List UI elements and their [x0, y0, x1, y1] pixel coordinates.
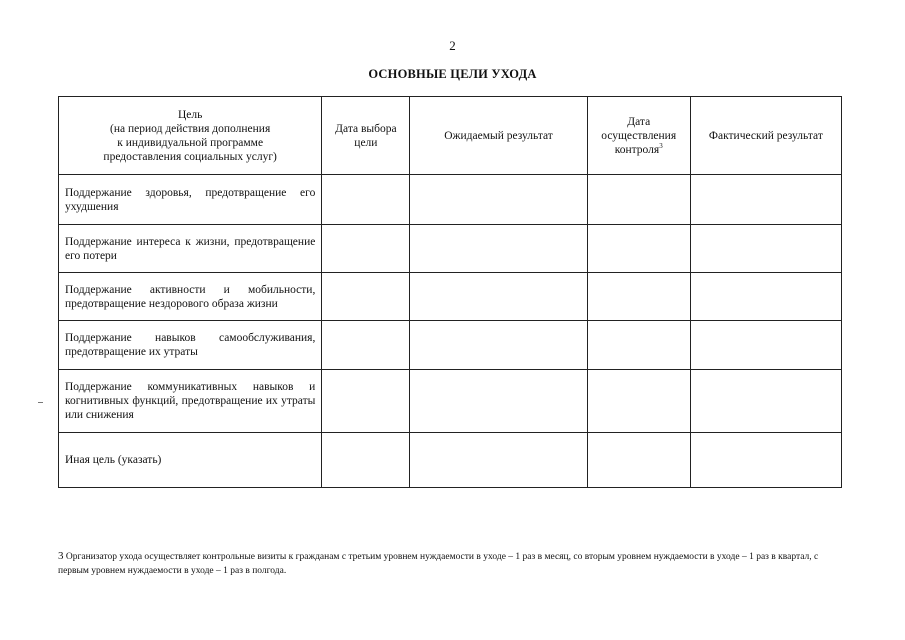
table-header-row [59, 97, 842, 175]
footnote-reference: 3 [659, 141, 663, 150]
actual-result-cell[interactable] [690, 321, 841, 370]
date-selected-cell[interactable] [322, 175, 410, 225]
header-goal-line: Цель [177, 108, 203, 121]
table-row [59, 370, 842, 433]
expected-result-cell[interactable] [410, 321, 587, 370]
header-goal-line: к индивидуальной программе [117, 136, 264, 149]
control-date-cell[interactable] [587, 225, 690, 273]
table-row [59, 321, 842, 370]
goal-cell [59, 273, 322, 321]
table-row [59, 175, 842, 225]
goal-text: Иная цель (указать) [65, 454, 162, 466]
goal-cell [59, 433, 322, 488]
header-goal-line: (на период действия дополнения [110, 122, 271, 135]
goal-cell [59, 175, 322, 225]
expected-result-cell[interactable] [410, 273, 587, 321]
document-title: ОСНОВНЫЕ ЦЕЛИ УХОДА [368, 67, 537, 81]
control-date-cell[interactable] [587, 321, 690, 370]
goal-text: Поддержание интереса к жизни, предотвращение его потери [65, 235, 316, 262]
header-control-date-line: Дата [627, 115, 651, 128]
footnote-text: Организатор ухода осуществляет контрольные визиты к гражданам с третьим уровнем нуждаемости в уходе – 1 раз в месяц, со вторым уровнем нуждаемости в уходе – 1 раз в квартал, с первым уровнем нуждаемости в уходе – 1 раз в полгода. [58, 552, 819, 576]
table-row [59, 225, 842, 273]
table-row [59, 273, 842, 321]
header-expected-result: Ожидаемый результат [410, 97, 587, 175]
actual-result-cell[interactable] [690, 225, 841, 273]
header-date-selected-line: Дата выбора [335, 122, 397, 135]
actual-result-cell[interactable] [690, 273, 841, 321]
footnote [58, 549, 848, 578]
goal-cell [59, 321, 322, 370]
expected-result-cell[interactable] [410, 370, 587, 433]
care-goals-table [58, 96, 842, 488]
control-date-cell[interactable] [587, 175, 690, 225]
actual-result-cell[interactable] [690, 433, 841, 488]
control-date-cell[interactable] [587, 433, 690, 488]
control-date-cell[interactable] [587, 273, 690, 321]
header-control-date-line: осуществления [601, 129, 677, 142]
date-selected-cell[interactable] [322, 370, 410, 433]
goal-text: Поддержание коммуникативных навыков и когнитивных функций, предотвращение их утраты или снижения [65, 381, 316, 421]
goal-cell [59, 225, 322, 273]
scan-artifact [38, 402, 43, 403]
actual-result-cell[interactable] [690, 175, 841, 225]
date-selected-cell[interactable] [322, 225, 410, 273]
page-number: 2 [449, 38, 456, 53]
table-row [59, 433, 842, 488]
date-selected-cell[interactable] [322, 321, 410, 370]
date-selected-cell[interactable] [322, 273, 410, 321]
goal-text: Поддержание активности и мобильности, предотвращение нездорового образа жизни [65, 283, 316, 310]
actual-result-cell[interactable] [690, 370, 841, 433]
control-date-cell[interactable] [587, 370, 690, 433]
footnote-mark: 3 [58, 550, 64, 562]
header-goal-line: предоставления социальных услуг) [103, 150, 277, 163]
goal-text: Поддержание здоровья, предотвращение его ухудшения [65, 186, 316, 213]
header-date-selected-line: цели [354, 136, 378, 149]
expected-result-cell[interactable] [410, 433, 587, 488]
header-control-date [587, 97, 690, 175]
header-date-selected [322, 97, 410, 175]
header-goal [59, 97, 322, 175]
header-control-date-line: контроля [614, 143, 660, 156]
header-actual-result: Фактический результат [690, 97, 841, 175]
expected-result-cell[interactable] [410, 225, 587, 273]
date-selected-cell[interactable] [322, 433, 410, 488]
goal-text: Поддержание навыков самообслуживания, предотвращение их утраты [65, 332, 316, 358]
expected-result-cell[interactable] [410, 175, 587, 225]
goal-cell [59, 370, 322, 433]
